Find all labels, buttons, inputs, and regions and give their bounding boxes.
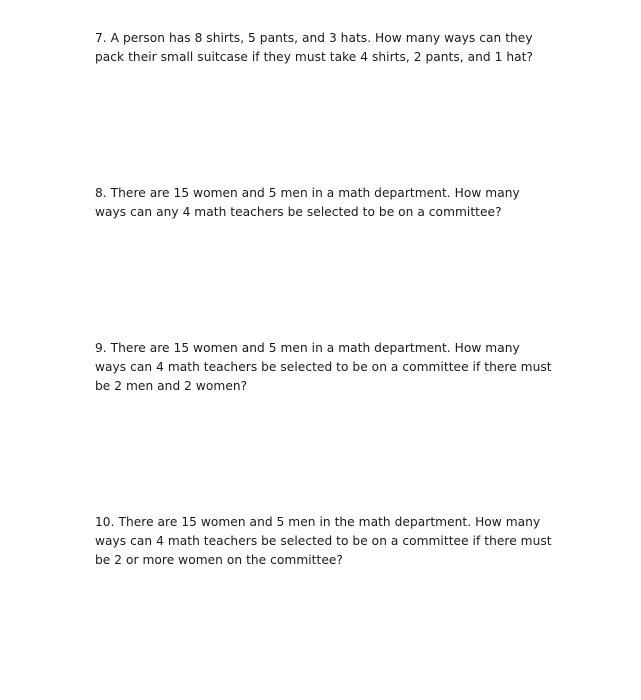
problem-9-line-3: be 2 men and 2 women? — [95, 379, 248, 393]
problem-9 — [95, 339, 555, 396]
problem-8-line-2: ways can any 4 math teachers be selected to be on a committee? — [95, 205, 502, 219]
problem-7 — [95, 29, 555, 67]
problem-8-line-1: 8. There are 15 women and 5 men in a math department. How many — [95, 186, 520, 200]
problem-10-line-1: 10. There are 15 women and 5 men in the math department. How many — [95, 515, 541, 529]
problem-10 — [95, 513, 555, 570]
problem-10-line-2: ways can 4 math teachers be selected to be on a committee if there must — [95, 534, 552, 548]
problem-9-line-1: 9. There are 15 women and 5 men in a math department. How many — [95, 341, 520, 355]
problem-9-line-2: ways can 4 math teachers be selected to be on a committee if there must — [95, 360, 552, 374]
problem-8 — [95, 184, 555, 222]
problem-7-line-2: pack their small suitcase if they must take 4 shirts, 2 pants, and 1 hat? — [95, 50, 533, 64]
problem-10-line-3: be 2 or more women on the committee? — [95, 553, 343, 567]
problem-7-line-1: 7. A person has 8 shirts, 5 pants, and 3 hats. How many ways can they — [95, 31, 533, 45]
